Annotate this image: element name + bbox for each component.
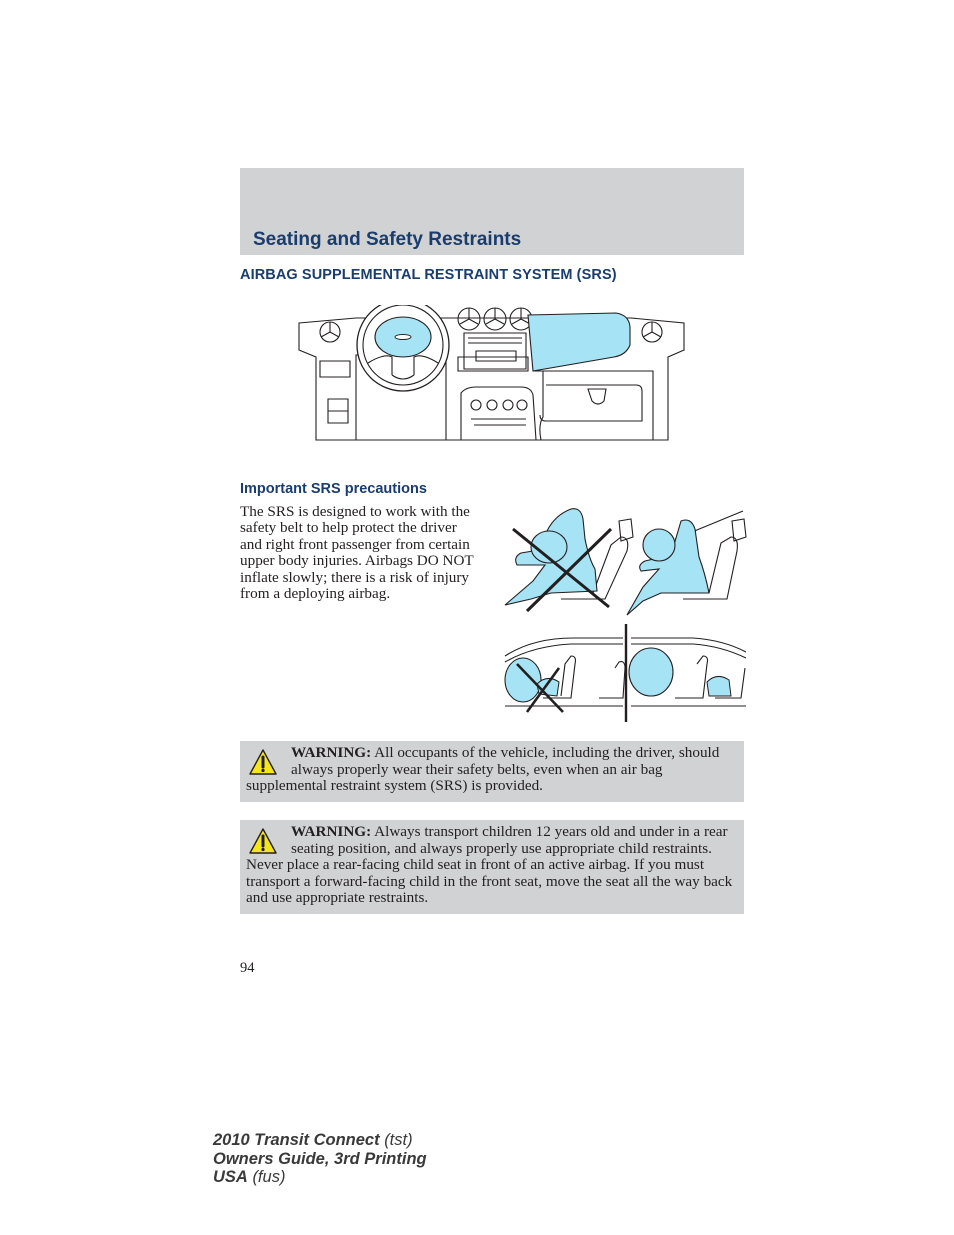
footer-line-3 [213,1168,427,1187]
footer-edition: Owners Guide, 3rd Printing [213,1149,427,1168]
warning-label: WARNING: [291,823,372,840]
footer-market-code: (fus) [252,1168,286,1187]
warning-triangle-icon [248,748,278,777]
footer-line-2 [213,1150,427,1169]
warning-text: Always transport children 12 years old and under in a rear seating position, and always properly use appropriate child restraints. Never place a rear-facing child seat in front of an active airbag. If you must transport a forward-facing child in the front seat, move the seat all the way back and use appropriate restraints. [246,823,733,906]
footer-market: USA [213,1168,248,1187]
footer-line-1 [213,1131,427,1150]
warning-triangle-icon [248,827,278,856]
chapter-title: Seating and Safety Restraints [253,229,522,250]
warning-box-safety-belts [240,741,744,802]
srs-precautions-paragraph: The SRS is designed to work with the safety belt to help protect the driver and right front passenger from certain upper body injuries. Airbags DO NOT inflate slowly; there is a risk of injury from a deploying airbag. [240,503,474,603]
occupant-position-illustration [503,507,749,619]
warning-label: WARNING: [291,744,372,761]
child-seat-placement-illustration [503,624,746,722]
section-header-band [240,168,744,255]
footer-model-code: (tst) [384,1131,413,1149]
footer-model: 2010 Transit Connect [213,1131,380,1149]
section-title: AIRBAG SUPPLEMENTAL RESTRAINT SYSTEM (SRS) [240,267,617,283]
document-footer [213,1131,427,1187]
subsection-title: Important SRS precautions [240,481,427,497]
dashboard-airbag-illustration [296,305,686,453]
page-number: 94 [240,960,255,976]
warning-text: All occupants of the vehicle, including the driver, should always properly wear their safety belts, even when an air bag supplemental restraint system (SRS) is provided. [246,744,720,794]
warning-box-child-transport [240,820,744,914]
